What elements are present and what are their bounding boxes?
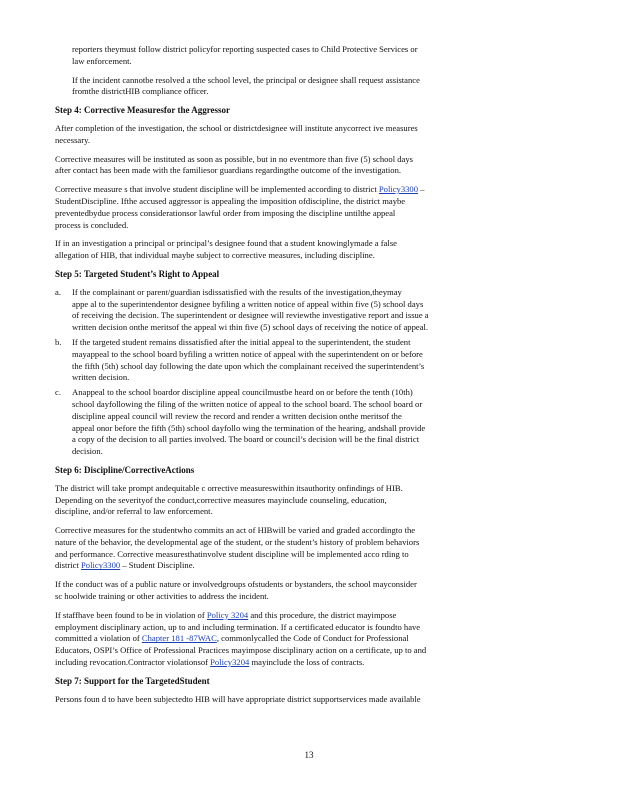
text-line: If the incident cannotbe resolved a tthe school level, the principal or designee shall request assistance [72, 74, 420, 85]
paragraph-prompt-measures [55, 483, 562, 518]
paragraph-timing [55, 154, 562, 178]
heading-step-5: Step 5: Targeted Student’s Right to Appeal [55, 268, 220, 279]
appeal-list [55, 287, 562, 458]
text-line: necessary. [55, 134, 90, 145]
text-segment: Corrective measure s that involve student discipline will be implemented according to district [55, 184, 377, 195]
text-line: nature of the behavior, the developmental age of the student, or the student’s history of problem behaviors [55, 536, 420, 547]
text-line: If in an investigation a principal or principal’s designee found that a student knowinglymade a false [55, 238, 397, 249]
text-line: of receiving the decision. The superintendent or designee will reviewthe investigative report and issue a [72, 310, 429, 321]
paragraph-graded-measures [55, 525, 562, 572]
heading-step-4: Step 4: Corrective Measuresfor the Aggressor [55, 105, 231, 116]
text-line [55, 184, 562, 196]
paragraph-public-conduct [55, 579, 562, 603]
text-line: Corrective measures will be instituted as soon as possible, but in no eventmore than five (5) school days [55, 153, 413, 164]
text-line: after contact has been made with the familiesor guardians regardingthe outcome of the investigation. [55, 165, 402, 176]
text-segment: mayinclude the loss of contracts. [249, 657, 365, 668]
text-segment: and this procedure, the district mayimpose [248, 609, 397, 620]
text-line: appe al to the superintendentor designee byfiling a written notice of appeal within five (5) school days [72, 298, 424, 309]
text-line: After completion of the investigation, the school or districtdesignee will institute anycorrect ive measures [55, 122, 418, 133]
heading-step-6: Step 6: Discipline/CorrectiveActions [55, 464, 195, 475]
heading-step-7: Step 7: Support for the TargetedStudent [55, 675, 210, 686]
list-marker: b. [55, 336, 62, 347]
text-line: discipline, and/or referral to law enforcement. [55, 506, 213, 517]
text-line: written decision. [72, 372, 130, 383]
text-line: decision. [72, 446, 103, 457]
text-line: discipline appeal council will review the record and render a written decision onthe meritsof the [72, 410, 402, 421]
text-line: fromthe districtHIB compliance officer. [72, 86, 209, 97]
text-segment: committed a violation of [55, 633, 142, 644]
text-line: employment disciplinary action, up to and including termination. If a certificated educator is foundto have [55, 621, 421, 632]
paragraph-support [55, 694, 562, 706]
text-line: school dayfollowing the filing of the written notice of appeal to the school board. The school board or [72, 398, 423, 409]
text-line: law enforcement. [72, 55, 132, 66]
text-line: appeal onor before the fifth (5th) school dayfollo wing the termination of the hearing, andshall provide [72, 422, 426, 433]
paragraph-false-allegation [55, 238, 562, 262]
text-line [55, 610, 562, 622]
policy-3204-link[interactable]: Policy 3204 [206, 609, 249, 620]
policy-3300-link-2[interactable]: Policy3300 [81, 560, 121, 571]
page-number: 13 [304, 750, 314, 760]
text-line: a copy of the decision to all parties involved. The board or council’s decision will be the final district [72, 434, 420, 445]
text-line: preventedbydue process considerationsor lawful order from imposing the discipline untilthe appeal [55, 207, 396, 218]
list-marker: c. [55, 387, 61, 398]
text-line: reporters theymust follow district policyfor reporting suspected cases to Child Protective Services or [72, 44, 418, 54]
list-marker: a. [55, 286, 61, 297]
text-line: If the targeted student remains dissatisfied after the initial appeal to the superintendent, the student [72, 336, 411, 347]
list-item [55, 287, 562, 334]
text-line: mayappeal to the school board byfiling a written notice of appeal with the superintendent on or before [72, 348, 423, 359]
text-line: and performance. Corrective measuresthatinvolve student discipline will be implemented acco rding to [55, 548, 409, 559]
paragraph-staff-violation [55, 610, 562, 669]
list-item [55, 337, 562, 384]
text-segment: – [418, 184, 425, 195]
text-segment: If staffhave been found to be in violation of [55, 609, 207, 620]
text-line: Educators, OSPI’s Office of Professional Practices mayimpose disciplinary action on a certificate, up to and [55, 645, 427, 656]
text-line: Corrective measures for the studentwho commits an act of HIBwill be varied and graded accordingto the [55, 525, 416, 536]
text-segment: district [55, 560, 82, 571]
paragraph-reporters [55, 44, 562, 68]
text-line: The district will take prompt andequitable c orrective measureswithin itsauthority onfindings of HIB. [55, 482, 403, 493]
policy-3300-link[interactable]: Policy3300 [378, 184, 419, 195]
text-line [55, 560, 562, 572]
text-line: Anappeal to the school boardor discipline appeal councilmustbe heard on or before the tenth (10th) [72, 387, 413, 398]
text-line: If the conduct was of a public nature or involvedgroups ofstudents or bystanders, the school mayconsider [55, 579, 417, 590]
policy-3204-link-2[interactable]: Policy3204 [210, 657, 250, 668]
document-page [55, 44, 562, 712]
text-line: Persons foun d to have been subjectedto HIB will have appropriate district supportservices made available [55, 693, 421, 704]
text-line: If the complainant or parent/guardian isdissatisfied with the results of the investigation,theymay [72, 286, 402, 297]
paragraph-after-completion [55, 123, 562, 147]
list-item [55, 387, 562, 458]
text-line: StudentDiscipline. Ifthe accused aggressor is appealing the imposition ofdiscipline, the district maybe [55, 195, 406, 206]
text-line: the fifth (5th) school day following the date upon which the complainant received the superintendent’s [72, 360, 425, 371]
text-segment: – Student Discipline. [120, 560, 195, 571]
chapter-181-87-wac-link[interactable]: Chapter 181 -87WAC [141, 633, 217, 644]
text-line: sc hoolwide training or other activities to address the incident. [55, 591, 269, 602]
text-line [55, 633, 562, 645]
paragraph-unresolved [55, 75, 562, 99]
text-line: process is concluded. [55, 219, 129, 230]
paragraph-student-discipline [55, 184, 562, 231]
text-segment: including revocation.Contractor violationsof [55, 657, 211, 668]
text-segment: , commonlycalled the Code of Conduct for Professional [216, 633, 409, 644]
text-line: written decision onthe meritsof the appeal wi thin five (5) school days of receiving the notice of appeal. [72, 322, 429, 333]
text-line: Depending on the severityof the conduct,corrective measures mayinclude counseling, education, [55, 494, 387, 505]
text-line: allegation of HIB, that individual maybe subject to corrective measures, including discipline. [55, 250, 375, 261]
text-line [55, 657, 562, 669]
